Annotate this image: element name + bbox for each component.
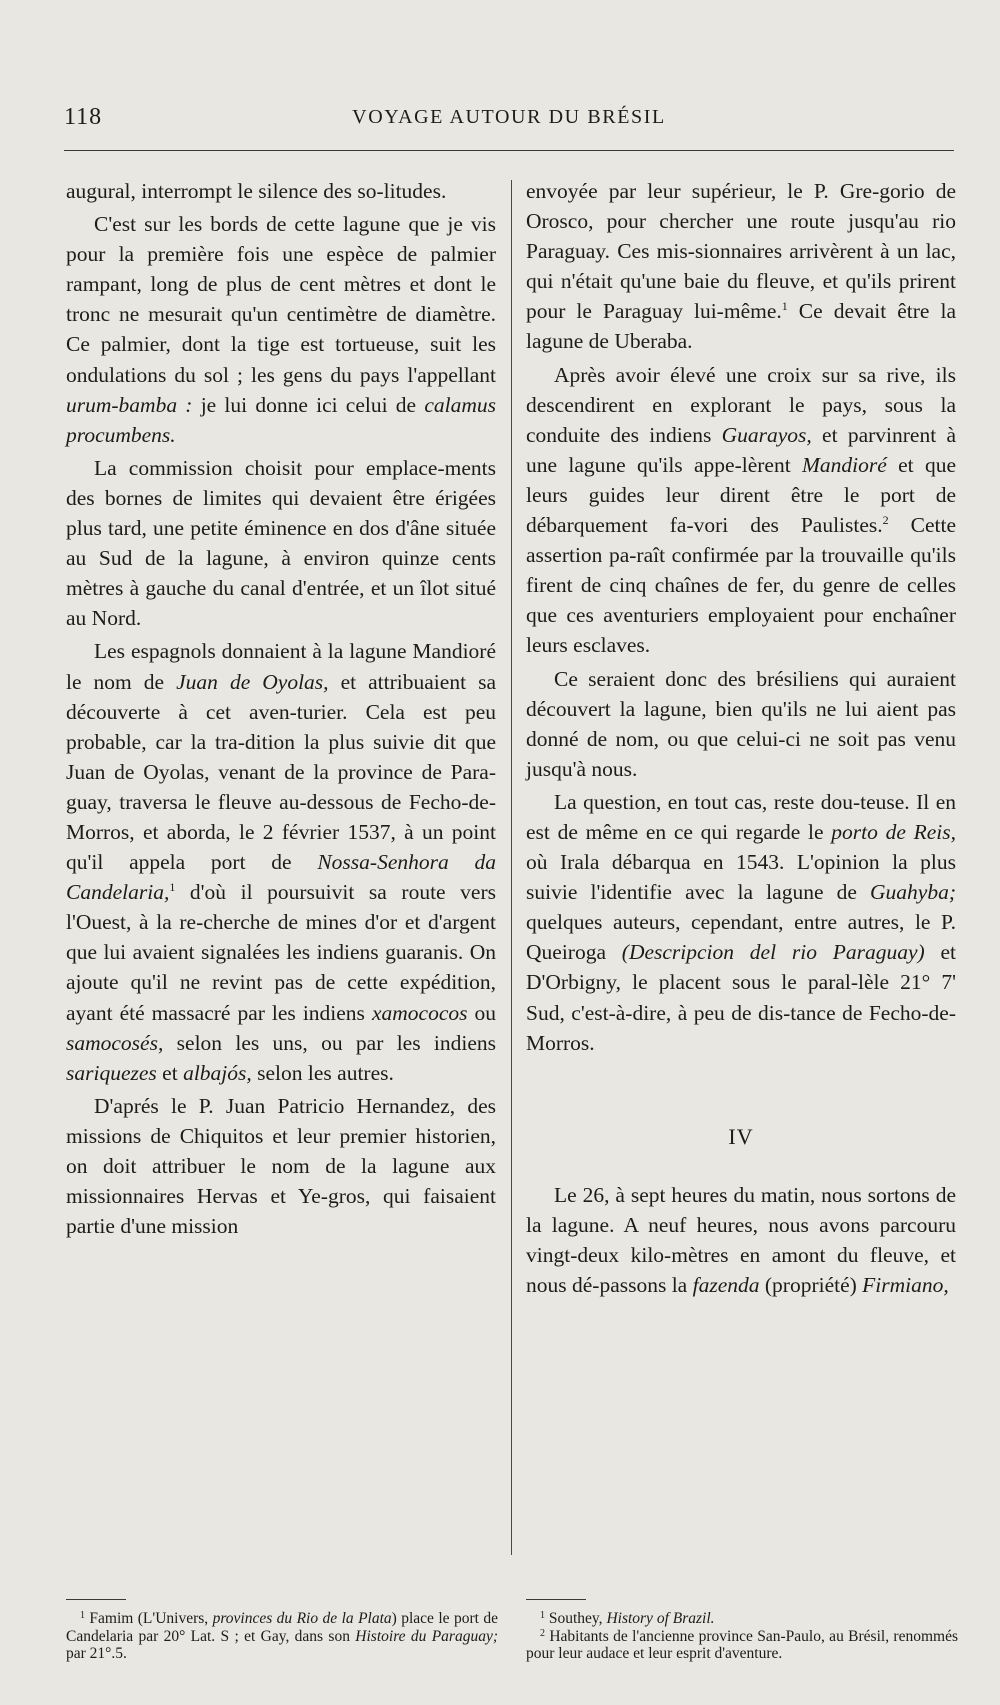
paragraph: Après avoir élevé une croix sur sa rive, ils descendirent en explorant le pays, sous la conduite des indiens Guarayos, et parvinrent à une lagune qu'ils appe-lèrent Mandioré et que leurs guides leur dirent être le port de débarquement fa-vori des Paulistes.$^2$ Cette assertion pa-raît confirmée par la trouvaille qu'ils firent de cinq chaînes de fer, du genre de celles que ces aventuriers employaient pour enchaîner leurs esclaves. (526, 362, 956, 658)
left-column (66, 176, 496, 1241)
header-rule (64, 150, 954, 151)
paragraph: D'aprés le P. Juan Patricio Hernandez, des missions de Chiquitos et leur premier historien, on doit attribuer le nom de la lagune aux missionnaires Hervas et Ye-gros, qui faisaient partie d'une mission (66, 1093, 496, 1239)
footnotes-left (66, 1610, 498, 1663)
right-column (526, 176, 956, 1300)
paragraph: Le 26, à sept heures du matin, nous sortons de la lagune. A neuf heures, nous avons parcouru vingt-deux kilo-mètres en amont du fleuve, et nous dé-passons la fazenda (propriété) Firmiano, (526, 1182, 956, 1297)
footnotes-right (526, 1610, 958, 1663)
footnote-ref: 1 (781, 299, 788, 314)
paragraph: La commission choisit pour emplace-ments des bornes de limites qui devaient être érigées plus tard, une petite éminence en dos d'âne située au Sud de la lagune, à environ quinze cents mètres à gauche du canal d'entrée, et un îlot situé au Nord. (66, 455, 496, 631)
page-header (64, 104, 954, 134)
paragraph: augural, interrompt le silence des so-litudes. (66, 179, 447, 203)
paragraph: La question, en tout cas, reste dou-teuse. Il en est de même en ce qui regarde le porto de Reis, où Irala débarqua en 1543. L'opinion la plus suivie l'identifie avec la lagune de Guahyba; quelques auteurs, cependant, entre autres, le P. Queiroga (Descripcion del rio Paraguay) et D'Orbigny, le placent sous le paral-lèle 21° 7' Sud, c'est-à-dire, à peu de dis-tance de Fecho-de-Morros. (526, 789, 956, 1055)
section-numeral: IV (728, 1123, 754, 1149)
footnote: $^1$ Famim (L'Univers, provinces du Rio de la Plata) place le port de Candelaria par 20° Lat. S ; et Gay, dans son Histoire du Paraguay; par 21°.5. (66, 1610, 498, 1662)
paragraph: Ce seraient donc des brésiliens qui auraient découvert la lagune, bien qu'ils ne lui aient pas donné de nom, ou que celui-ci ne soit pas venu jusqu'à nous. (526, 666, 956, 781)
footnote-ref: 1 (169, 880, 176, 895)
column-divider (511, 180, 512, 1555)
page-number: 118 (64, 104, 103, 130)
paragraph: envoyée par leur supérieur, le P. Gre-gorio de Orosco, pour chercher une route jusqu'au rio Paraguay. Ces mis-sionnaires arrivèrent à un lac, qui n'était qu'une baie du fleuve, et qu'ils prirent pour le Paraguay lui-même.$^1$ Ce devait être la lagune de Uberaba. (526, 179, 957, 354)
paragraph: Les espagnols donnaient à la lagune Mandioré le nom de Juan de Oyolas, et attribuaient sa découverte à cet aven-turier. Cela est peu probable, car la tra-dition la plus suivie dit que Juan de Oyolas, venant de la province de Para-guay, traversa le fleuve au-dessous de Fecho-de-Morros, et aborda, le 2 février 1537, à un point qu'il appela port de Nossa-Senhora da Candelaria,$^1$ d'où il poursuivit sa route vers l'Ouest, à la re-cherche de mines d'or et d'argent que lui avaient signalées les indiens guaranis. On ajoute qu'il ne revint pas de cette expédition, ayant été massacré par les indiens xamococos ou samocosés, selon les uns, ou par les indiens sariquezes et albajós, selon les autres. (66, 639, 496, 1085)
footnote: $^1$ Southey, History of Brazil. (540, 1610, 715, 1627)
running-title: VOYAGE AUTOUR DU BRÉSIL (352, 106, 666, 128)
footnote: $^2$ Habitants de l'ancienne province San-Paulo, au Brésil, renommés pour leur audace et leur esprit d'aventure. (526, 1627, 958, 1662)
paragraph: C'est sur les bords de cette lagune que je vis pour la première fois une espèce de palmier rampant, long de plus de cent mètres et dont le tronc ne mesurait qu'un centimètre de diamètre. Ce palmier, dont la tige est tortueuse, suit les ondulations du sol ; les gens du pays l'appellant urum-bamba : je lui donne ici celui de calamus procumbens. (66, 212, 496, 447)
footnote-rule (526, 1599, 586, 1600)
footnote-ref: 2 (882, 513, 889, 528)
footnote-rule (66, 1599, 126, 1600)
